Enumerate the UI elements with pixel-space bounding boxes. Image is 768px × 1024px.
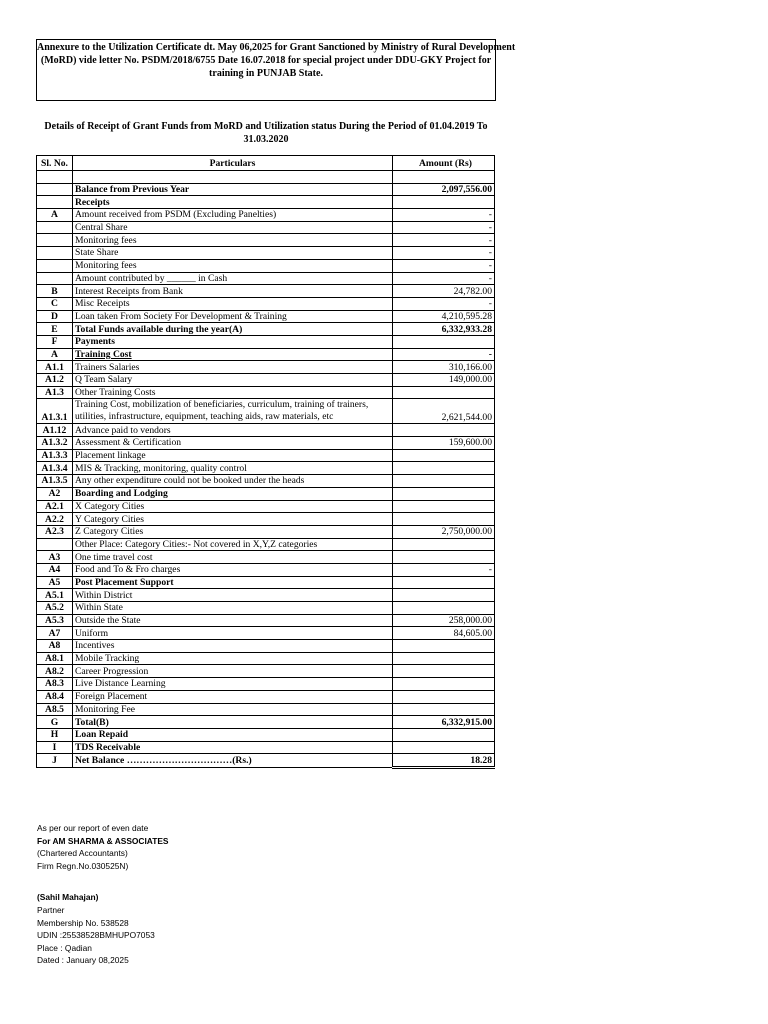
table-row [37,285,495,298]
row-particulars [73,690,393,703]
row-particulars-text: Q Team Salary [75,374,133,386]
row-amount: 149,000.00 [393,374,495,387]
table-row [37,652,495,665]
membership-number: Membership No. 538528 [37,917,129,928]
row-sl-no: G [37,716,73,729]
report-line: As per our report of even date [37,823,149,833]
row-particulars-text: Other Place: Category Cities:- Not covered in X,Y,Z categories [75,538,318,550]
row-particulars [73,754,393,768]
header-sl-no: Sl. No. [37,156,73,171]
row-particulars [73,627,393,640]
table-row [37,424,495,437]
table-row [37,602,495,615]
table-row [37,513,495,526]
row-particulars-text: Within District [75,589,133,601]
row-sl-no: F [37,335,73,348]
row-particulars-text: Monitoring Fee [75,703,135,715]
row-amount [393,703,495,716]
row-particulars [73,285,393,298]
table-row [37,297,495,310]
row-sl-no: A5 [37,576,73,589]
row-sl-no: A2.2 [37,513,73,526]
row-sl-no: A5.3 [37,614,73,627]
table-row [37,589,495,602]
row-amount: 4,210,595.28 [393,310,495,323]
row-particulars [73,449,393,462]
table-row [37,374,495,387]
row-sl-no: A1.3.1 [37,399,73,424]
row-sl-no: A [37,348,73,361]
row-sl-no [37,183,73,196]
table-row [37,310,495,323]
row-particulars-text: TDS Receivable [75,741,141,753]
table-row [37,272,495,285]
row-particulars-text: Foreign Placement [75,691,148,703]
udin-number: UDIN :25538528BMHUPO7053 [37,930,155,941]
row-sl-no: A8.2 [37,665,73,678]
table-row [37,728,495,741]
row-particulars-text: Interest Receipts from Bank [75,285,183,297]
table-row [37,640,495,653]
row-particulars [73,513,393,526]
row-particulars-text: Monitoring fees [75,234,137,246]
row-amount: 2,621,544.00 [393,399,495,424]
row-particulars [73,741,393,754]
row-amount [393,171,495,184]
grant-utilization-table [36,155,495,769]
table-row [37,500,495,513]
row-amount: 18.28 [393,754,495,768]
row-particulars-text: State Share [75,247,119,259]
row-amount [393,690,495,703]
row-amount: - [393,348,495,361]
row-amount [393,475,495,488]
row-amount: 2,097,556.00 [393,183,495,196]
row-amount [393,741,495,754]
row-sl-no: A1.1 [37,361,73,374]
row-sl-no: A2 [37,487,73,500]
row-particulars-text: Central Share [75,222,128,234]
row-particulars [73,171,393,184]
row-particulars [73,424,393,437]
row-particulars-text: Total(B) [75,716,109,728]
row-sl-no: A8.4 [37,690,73,703]
row-amount: - [393,247,495,260]
row-amount [393,538,495,551]
row-amount: - [393,234,495,247]
table-row [37,437,495,450]
row-particulars [73,602,393,615]
table-row [37,475,495,488]
table-row [37,576,495,589]
row-amount [393,665,495,678]
row-sl-no: C [37,297,73,310]
row-particulars [73,297,393,310]
row-sl-no: A5.2 [37,602,73,615]
row-amount: - [393,563,495,576]
row-particulars-text: X Category Cities [75,500,145,512]
table-row [37,234,495,247]
table-row [37,171,495,184]
table-row [37,525,495,538]
row-particulars [73,183,393,196]
signatory-name: (Sahil Mahajan) [37,892,99,903]
table-row [37,196,495,209]
row-particulars-text: Boarding and Lodging [75,488,168,500]
row-particulars-text: Uniform [75,627,109,639]
table-row [37,259,495,272]
row-amount [393,196,495,209]
row-particulars-text: Net Balance ……………………………(Rs.) [75,755,252,767]
table-row [37,678,495,691]
row-particulars-text: Assessment & Certification [75,437,182,449]
row-sl-no: B [37,285,73,298]
row-sl-no: A [37,209,73,222]
row-particulars-text: Training Cost [75,348,132,360]
table-row [37,247,495,260]
row-particulars-text: Y Category Cities [75,513,144,525]
row-amount [393,500,495,513]
row-sl-no: H [37,728,73,741]
row-amount [393,513,495,526]
header-line-2: (MoRD) vide letter No. PSDM/2018/6755 Date 16.07.2018 for special project under DDU-GKY Project for [40,55,492,66]
row-amount [393,386,495,399]
row-particulars-text: Post Placement Support [75,576,174,588]
row-particulars [73,563,393,576]
header-amount: Amount (Rs) [393,156,495,171]
row-particulars [73,437,393,450]
table-row [37,665,495,678]
row-particulars-text: Payments [75,336,115,348]
row-sl-no: A4 [37,563,73,576]
table-row [37,361,495,374]
row-amount: 6,332,915.00 [393,716,495,729]
row-amount: 310,166.00 [393,361,495,374]
row-particulars [73,234,393,247]
row-particulars [73,361,393,374]
row-amount [393,652,495,665]
row-amount: - [393,209,495,222]
row-amount [393,487,495,500]
row-particulars-text: Total Funds available during the year(A) [75,323,243,335]
table-row [37,221,495,234]
row-particulars-text: Loan taken From Society For Development & Training [75,310,287,322]
row-sl-no: A1.3.5 [37,475,73,488]
row-particulars-text: Training Cost, mobilization of beneficiaries, curriculum, training of trainers, utilities, infrastructure, equipment, teaching aids, raw materials, etc [75,399,369,423]
row-sl-no: A1.3 [37,386,73,399]
subtitle-line-1: Details of Receipt of Grant Funds from MoRD and Utilization status During the Period of 01.04.2019 To [44,121,488,132]
row-particulars [73,678,393,691]
row-particulars-text: Within State [75,602,123,614]
row-particulars [73,500,393,513]
annexure-header [36,39,516,101]
row-sl-no [37,247,73,260]
row-particulars [73,209,393,222]
table-row [37,690,495,703]
row-sl-no [37,272,73,285]
row-particulars-text: Mobile Tracking [75,653,140,665]
row-particulars [73,399,393,424]
subtitle-line-2: 31.03.2020 [243,134,289,145]
row-amount [393,462,495,475]
row-particulars-text: Z Category Cities [75,526,144,538]
row-particulars-text: Other Training Costs [75,387,156,399]
row-sl-no: A8 [37,640,73,653]
row-particulars [73,310,393,323]
row-sl-no: I [37,741,73,754]
row-amount [393,602,495,615]
row-particulars-text: Outside the State [75,615,141,627]
row-particulars [73,614,393,627]
row-sl-no: A7 [37,627,73,640]
row-sl-no: A8.5 [37,703,73,716]
row-amount [393,576,495,589]
row-particulars-text: Balance from Previous Year [75,184,190,196]
row-particulars [73,665,393,678]
row-amount: - [393,297,495,310]
row-sl-no: A8.3 [37,678,73,691]
row-sl-no [37,234,73,247]
row-particulars [73,247,393,260]
row-sl-no: E [37,323,73,336]
row-sl-no: A1.12 [37,424,73,437]
firm-name: For AM SHARMA & ASSOCIATES [37,835,169,846]
row-sl-no [37,196,73,209]
table-row [37,487,495,500]
header-particulars: Particulars [73,156,393,171]
table-row [37,399,495,424]
row-particulars-text: Trainers Salaries [75,361,140,373]
row-particulars-text: Career Progression [75,665,149,677]
table-row [37,627,495,640]
row-amount [393,589,495,602]
table-row [37,563,495,576]
table-row [37,754,495,768]
row-sl-no [37,221,73,234]
dated: Dated : January 08,2025 [37,955,129,966]
row-amount: 258,000.00 [393,614,495,627]
row-sl-no: A8.1 [37,652,73,665]
table-row [37,348,495,361]
row-particulars [73,348,393,361]
row-particulars-text: Amount received from PSDM (Excluding Panelties) [75,209,277,221]
table-row [37,741,495,754]
auditor-signature-block [37,822,169,967]
row-amount: - [393,272,495,285]
table-row [37,386,495,399]
row-amount: - [393,259,495,272]
row-amount [393,678,495,691]
table-row [37,462,495,475]
row-sl-no: A1.3.4 [37,462,73,475]
table-row [37,335,495,348]
row-amount [393,728,495,741]
row-particulars [73,196,393,209]
row-particulars [73,716,393,729]
statement-subtitle [36,120,496,146]
row-particulars-text: Food and To & Fro charges [75,564,181,576]
row-amount: 2,750,000.00 [393,525,495,538]
row-particulars-text: MIS & Tracking, monitoring, quality control [75,462,247,474]
row-amount [393,640,495,653]
row-particulars [73,703,393,716]
row-particulars-text: Advance paid to vendors [75,424,171,436]
table-row [37,209,495,222]
table-row [37,703,495,716]
row-particulars [73,259,393,272]
row-sl-no: A2.3 [37,525,73,538]
table-row [37,538,495,551]
firm-type: (Chartered Accountants) [37,848,128,859]
row-amount: 6,332,933.28 [393,323,495,336]
row-particulars-text: Receipts [75,196,110,208]
row-particulars-text: Loan Repaid [75,729,129,741]
row-sl-no: A1.3.2 [37,437,73,450]
table-row [37,323,495,336]
row-sl-no: A1.3.3 [37,449,73,462]
row-sl-no: A2.1 [37,500,73,513]
row-amount [393,424,495,437]
table-header-row [37,156,495,171]
table-row [37,716,495,729]
table-row [37,614,495,627]
row-particulars [73,728,393,741]
row-particulars-text: Monitoring fees [75,260,137,272]
row-particulars [73,386,393,399]
row-sl-no: A3 [37,551,73,564]
row-sl-no [37,538,73,551]
row-amount [393,335,495,348]
row-particulars-text: One time travel cost [75,551,153,563]
row-particulars [73,323,393,336]
header-line-1: Annexure to the Utilization Certificate dt. May 06,2025 for Grant Sanctioned by Ministry of Rural Development [37,42,516,53]
table-body [37,171,495,768]
row-amount: 84,605.00 [393,627,495,640]
row-particulars [73,487,393,500]
row-sl-no [37,259,73,272]
row-particulars [73,272,393,285]
row-particulars [73,652,393,665]
table-row [37,449,495,462]
row-particulars-text: Any other expenditure could not be booked under the heads [75,475,305,487]
row-particulars [73,475,393,488]
row-sl-no: D [37,310,73,323]
row-amount [393,551,495,564]
row-particulars [73,462,393,475]
row-particulars [73,640,393,653]
row-sl-no: A5.1 [37,589,73,602]
place: Place : Qadian [37,942,92,953]
table-row [37,551,495,564]
row-particulars-text: Misc Receipts [75,298,130,310]
signatory-designation: Partner [37,904,65,915]
row-amount: 24,782.00 [393,285,495,298]
row-sl-no: A1.2 [37,374,73,387]
row-particulars [73,576,393,589]
row-particulars [73,589,393,602]
row-particulars [73,525,393,538]
row-particulars-text: Live Distance Learning [75,678,166,690]
row-particulars-text: Incentives [75,640,115,652]
row-amount: 159,600.00 [393,437,495,450]
row-particulars [73,335,393,348]
row-particulars [73,538,393,551]
row-particulars [73,221,393,234]
row-particulars [73,551,393,564]
row-amount [393,449,495,462]
header-line-3: training in PUNJAB State. [209,68,323,79]
row-particulars [73,374,393,387]
row-particulars-text: Placement linkage [75,450,146,462]
row-amount: - [393,221,495,234]
row-sl-no [37,171,73,184]
table-row [37,183,495,196]
row-particulars-text: Amount contributed by ______ in Cash [75,272,228,284]
firm-registration: Firm Regn.No.030525N) [37,860,129,871]
row-sl-no: J [37,754,73,768]
